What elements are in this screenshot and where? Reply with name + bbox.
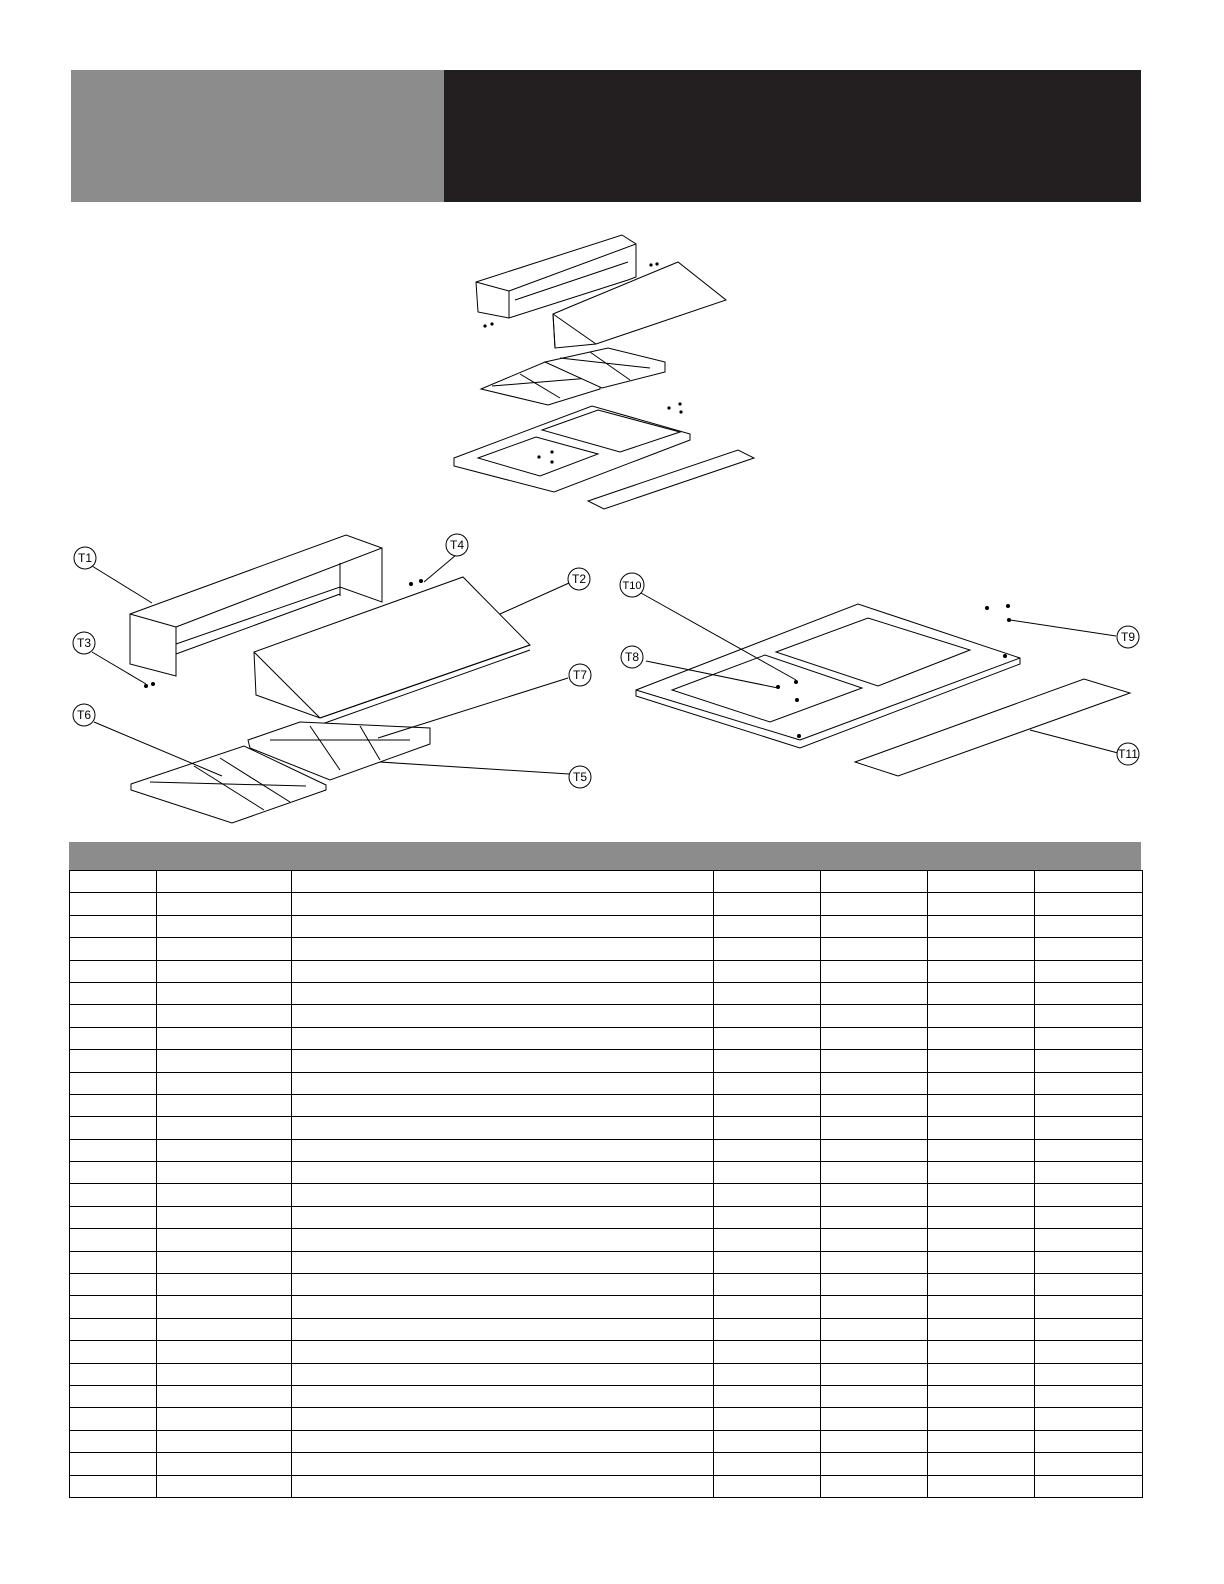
table-cell xyxy=(821,1184,928,1206)
table-row xyxy=(70,1251,1143,1273)
table-cell xyxy=(292,982,714,1004)
callout-t11-label: T11 xyxy=(1118,747,1138,761)
callout-t8 xyxy=(621,646,643,668)
table-cell xyxy=(714,1162,821,1184)
table-row xyxy=(70,1363,1143,1385)
table-cell xyxy=(714,1072,821,1094)
table-cell xyxy=(714,1206,821,1228)
table-cell xyxy=(1035,1251,1143,1273)
callout-t2-label: T2 xyxy=(571,572,587,586)
table-cell xyxy=(292,1251,714,1273)
table-cell xyxy=(70,960,157,982)
table-cell xyxy=(1035,915,1143,937)
table-cell xyxy=(1035,1475,1143,1497)
table-cell xyxy=(714,960,821,982)
table-cell xyxy=(928,893,1035,915)
table-cell xyxy=(1035,938,1143,960)
table-cell xyxy=(157,1318,292,1340)
table-cell xyxy=(928,938,1035,960)
table-cell xyxy=(714,1117,821,1139)
table-cell xyxy=(70,1341,157,1363)
table-cell xyxy=(292,1229,714,1251)
table-cell xyxy=(928,1027,1035,1049)
callout-t6 xyxy=(73,704,95,726)
table-cell xyxy=(821,1363,928,1385)
callout-t6-label: T6 xyxy=(76,708,92,722)
table-cell xyxy=(714,915,821,937)
table-cell xyxy=(714,982,821,1004)
table-cell xyxy=(70,1251,157,1273)
table-cell xyxy=(70,1027,157,1049)
callout-t7 xyxy=(569,664,591,686)
table-cell xyxy=(821,1408,928,1430)
table-cell xyxy=(714,1430,821,1452)
table-cell xyxy=(928,1363,1035,1385)
table-cell xyxy=(1035,1162,1143,1184)
callout-t10-label: T10 xyxy=(622,580,642,592)
table-cell xyxy=(292,938,714,960)
table-cell xyxy=(821,1251,928,1273)
table-cell xyxy=(928,1117,1035,1139)
table-cell xyxy=(1035,1430,1143,1452)
table-cell xyxy=(928,1072,1035,1094)
table-row xyxy=(70,1050,1143,1072)
table-cell xyxy=(70,1318,157,1340)
table-cell xyxy=(70,1453,157,1475)
table-cell xyxy=(714,1184,821,1206)
table-cell xyxy=(70,1117,157,1139)
table-cell xyxy=(1035,1363,1143,1385)
callout-t9 xyxy=(1117,626,1139,648)
table-cell xyxy=(1035,1139,1143,1161)
callout-t11 xyxy=(1117,743,1139,765)
table-cell xyxy=(821,1341,928,1363)
table-cell xyxy=(928,1296,1035,1318)
table-cell xyxy=(157,1341,292,1363)
callout-t7-label: T7 xyxy=(572,668,588,682)
table-cell xyxy=(157,1072,292,1094)
callout-t5 xyxy=(569,766,591,788)
table-cell xyxy=(714,1408,821,1430)
table-cell xyxy=(821,1385,928,1407)
table-cell xyxy=(292,1027,714,1049)
table-cell xyxy=(821,1475,928,1497)
table-row xyxy=(70,1408,1143,1430)
table-cell xyxy=(928,1050,1035,1072)
table-cell xyxy=(928,1184,1035,1206)
table-cell xyxy=(928,1453,1035,1475)
overview-trays xyxy=(481,348,665,405)
table-cell xyxy=(821,1072,928,1094)
table-cell xyxy=(292,1094,714,1116)
callout-t8-label: T8 xyxy=(624,650,640,664)
table-cell xyxy=(821,1050,928,1072)
table-cell xyxy=(928,1139,1035,1161)
table-cell xyxy=(292,1408,714,1430)
table-cell xyxy=(928,871,1035,893)
table-cell xyxy=(292,893,714,915)
table-cell xyxy=(714,893,821,915)
table-cell xyxy=(157,1453,292,1475)
table-cell xyxy=(70,871,157,893)
table-row xyxy=(70,1296,1143,1318)
left-exploded-assembly xyxy=(130,535,530,823)
table-cell xyxy=(714,1274,821,1296)
table-cell xyxy=(292,1453,714,1475)
callout-t4 xyxy=(446,534,468,556)
table-cell xyxy=(292,915,714,937)
table-cell xyxy=(292,1274,714,1296)
table-cell xyxy=(157,1027,292,1049)
table-cell xyxy=(70,1430,157,1452)
table-cell xyxy=(1035,1027,1143,1049)
table-cell xyxy=(821,871,928,893)
table-cell xyxy=(928,1430,1035,1452)
table-cell xyxy=(714,1005,821,1027)
table-cell xyxy=(714,1139,821,1161)
table-cell xyxy=(292,1430,714,1452)
table-cell xyxy=(70,1229,157,1251)
table-cell xyxy=(928,915,1035,937)
table-cell xyxy=(292,1117,714,1139)
table-cell xyxy=(1035,1385,1143,1407)
table-cell xyxy=(1035,960,1143,982)
table-cell xyxy=(1035,1274,1143,1296)
table-cell xyxy=(157,1363,292,1385)
table-cell xyxy=(292,1162,714,1184)
table-cell xyxy=(821,938,928,960)
table-cell xyxy=(714,1027,821,1049)
table-cell xyxy=(1035,1050,1143,1072)
callout-t9-label: T9 xyxy=(1120,630,1136,644)
table-cell xyxy=(714,1251,821,1273)
table-row xyxy=(70,1094,1143,1116)
table-cell xyxy=(157,1050,292,1072)
table-cell xyxy=(928,1229,1035,1251)
callout-t10 xyxy=(620,573,644,597)
table-cell xyxy=(714,1385,821,1407)
table-cell xyxy=(714,1341,821,1363)
table-cell xyxy=(70,1385,157,1407)
table-cell xyxy=(1035,1117,1143,1139)
table-cell xyxy=(157,893,292,915)
table-cell xyxy=(292,1072,714,1094)
table-cell xyxy=(157,938,292,960)
table-cell xyxy=(292,1385,714,1407)
overview-assembly xyxy=(454,235,754,509)
table-cell xyxy=(292,1184,714,1206)
table-cell xyxy=(157,960,292,982)
table-cell xyxy=(157,1385,292,1407)
table-cell xyxy=(292,1341,714,1363)
table-cell xyxy=(70,1050,157,1072)
table-cell xyxy=(821,1274,928,1296)
table-cell xyxy=(714,1475,821,1497)
table-cell xyxy=(70,1296,157,1318)
table-cell xyxy=(714,938,821,960)
table-cell xyxy=(714,1094,821,1116)
table-cell xyxy=(821,1162,928,1184)
table-cell xyxy=(821,1005,928,1027)
table-cell xyxy=(1035,1341,1143,1363)
table-row xyxy=(70,915,1143,937)
table-cell xyxy=(70,1005,157,1027)
table-cell xyxy=(157,871,292,893)
table-cell xyxy=(821,1094,928,1116)
table-cell xyxy=(292,1475,714,1497)
table-cell xyxy=(1035,1229,1143,1251)
table-cell xyxy=(157,1229,292,1251)
table-cell xyxy=(928,1341,1035,1363)
callout-t2 xyxy=(568,568,590,590)
table-cell xyxy=(821,915,928,937)
table-cell xyxy=(714,1050,821,1072)
table-cell xyxy=(1035,1005,1143,1027)
table-cell xyxy=(821,1027,928,1049)
table-row xyxy=(70,893,1143,915)
table-cell xyxy=(157,1251,292,1273)
table-row xyxy=(70,1318,1143,1340)
table-cell xyxy=(157,1094,292,1116)
table-cell xyxy=(714,1363,821,1385)
table-cell xyxy=(70,1162,157,1184)
table-cell xyxy=(928,1251,1035,1273)
table-cell xyxy=(292,1050,714,1072)
table-cell xyxy=(928,1274,1035,1296)
table-cell xyxy=(157,915,292,937)
table-cell xyxy=(714,871,821,893)
table-cell xyxy=(1035,1094,1143,1116)
table-cell xyxy=(70,982,157,1004)
table-row xyxy=(70,871,1143,893)
table-cell xyxy=(821,1296,928,1318)
table-cell xyxy=(157,1206,292,1228)
table-cell xyxy=(714,1318,821,1340)
table-cell xyxy=(1035,1072,1143,1094)
callout-t3-label: T3 xyxy=(76,636,92,650)
table-row xyxy=(70,1162,1143,1184)
callout-t3 xyxy=(73,632,95,654)
table-cell xyxy=(157,1430,292,1452)
table-cell xyxy=(1035,1408,1143,1430)
table-cell xyxy=(821,1318,928,1340)
table-cell xyxy=(292,960,714,982)
table-cell xyxy=(1035,1184,1143,1206)
table-cell xyxy=(292,871,714,893)
table-cell xyxy=(821,1430,928,1452)
table-cell xyxy=(70,1475,157,1497)
table-cell xyxy=(928,1408,1035,1430)
table-cell xyxy=(928,1206,1035,1228)
table-cell xyxy=(1035,1206,1143,1228)
parts-table xyxy=(69,870,1143,1498)
table-cell xyxy=(1035,982,1143,1004)
table-cell xyxy=(70,1206,157,1228)
table-cell xyxy=(821,1117,928,1139)
table-cell xyxy=(1035,893,1143,915)
table-row xyxy=(70,1475,1143,1497)
table-cell xyxy=(821,893,928,915)
table-cell xyxy=(928,1318,1035,1340)
table-cell xyxy=(928,960,1035,982)
table-cell xyxy=(714,1453,821,1475)
table-cell xyxy=(70,938,157,960)
table-cell xyxy=(928,1475,1035,1497)
table-row xyxy=(70,1005,1143,1027)
table-cell xyxy=(157,1117,292,1139)
table-cell xyxy=(157,1408,292,1430)
table-cell xyxy=(70,1139,157,1161)
callout-t4-label: T4 xyxy=(449,538,465,552)
right-exploded-assembly xyxy=(636,604,1130,776)
table-row xyxy=(70,938,1143,960)
table-cell xyxy=(157,982,292,1004)
table-row xyxy=(70,982,1143,1004)
table-row xyxy=(70,1206,1143,1228)
table-row xyxy=(70,1341,1143,1363)
table-cell xyxy=(157,1475,292,1497)
table-cell xyxy=(292,1005,714,1027)
table-cell xyxy=(821,960,928,982)
table-cell xyxy=(70,893,157,915)
table-row xyxy=(70,1229,1143,1251)
table-cell xyxy=(70,1274,157,1296)
table-cell xyxy=(821,1229,928,1251)
table-cell xyxy=(928,1005,1035,1027)
table-row xyxy=(70,1274,1143,1296)
table-row xyxy=(70,1184,1143,1206)
table-cell xyxy=(157,1184,292,1206)
table-cell xyxy=(70,1094,157,1116)
table-cell xyxy=(70,1184,157,1206)
table-cell xyxy=(1035,1318,1143,1340)
table-cell xyxy=(70,915,157,937)
parts-table-header xyxy=(69,842,1141,870)
table-cell xyxy=(292,1206,714,1228)
table-cell xyxy=(928,1094,1035,1116)
table-cell xyxy=(714,1296,821,1318)
table-cell xyxy=(292,1139,714,1161)
table-cell xyxy=(928,1385,1035,1407)
table-cell xyxy=(714,1229,821,1251)
table-cell xyxy=(157,1162,292,1184)
table-cell xyxy=(157,1296,292,1318)
table-row xyxy=(70,1027,1143,1049)
callout-t1-label: T1 xyxy=(77,551,93,565)
table-cell xyxy=(1035,1296,1143,1318)
table-row xyxy=(70,1430,1143,1452)
table-row xyxy=(70,1072,1143,1094)
table-cell xyxy=(157,1274,292,1296)
table-cell xyxy=(292,1363,714,1385)
table-cell xyxy=(821,1206,928,1228)
table-cell xyxy=(821,982,928,1004)
table-row xyxy=(70,1385,1143,1407)
callout-t1 xyxy=(74,547,96,569)
table-cell xyxy=(70,1363,157,1385)
table-cell xyxy=(821,1139,928,1161)
table-row xyxy=(70,960,1143,982)
table-cell xyxy=(157,1139,292,1161)
table-cell xyxy=(70,1408,157,1430)
table-row xyxy=(70,1117,1143,1139)
table-cell xyxy=(292,1318,714,1340)
table-cell xyxy=(928,1162,1035,1184)
table-row xyxy=(70,1139,1143,1161)
table-cell xyxy=(292,1296,714,1318)
table-cell xyxy=(70,1072,157,1094)
table-cell xyxy=(157,1005,292,1027)
table-cell xyxy=(1035,871,1143,893)
table-row xyxy=(70,1453,1143,1475)
callout-t5-label: T5 xyxy=(572,770,588,784)
table-cell xyxy=(821,1453,928,1475)
table-cell xyxy=(1035,1453,1143,1475)
table-cell xyxy=(928,982,1035,1004)
